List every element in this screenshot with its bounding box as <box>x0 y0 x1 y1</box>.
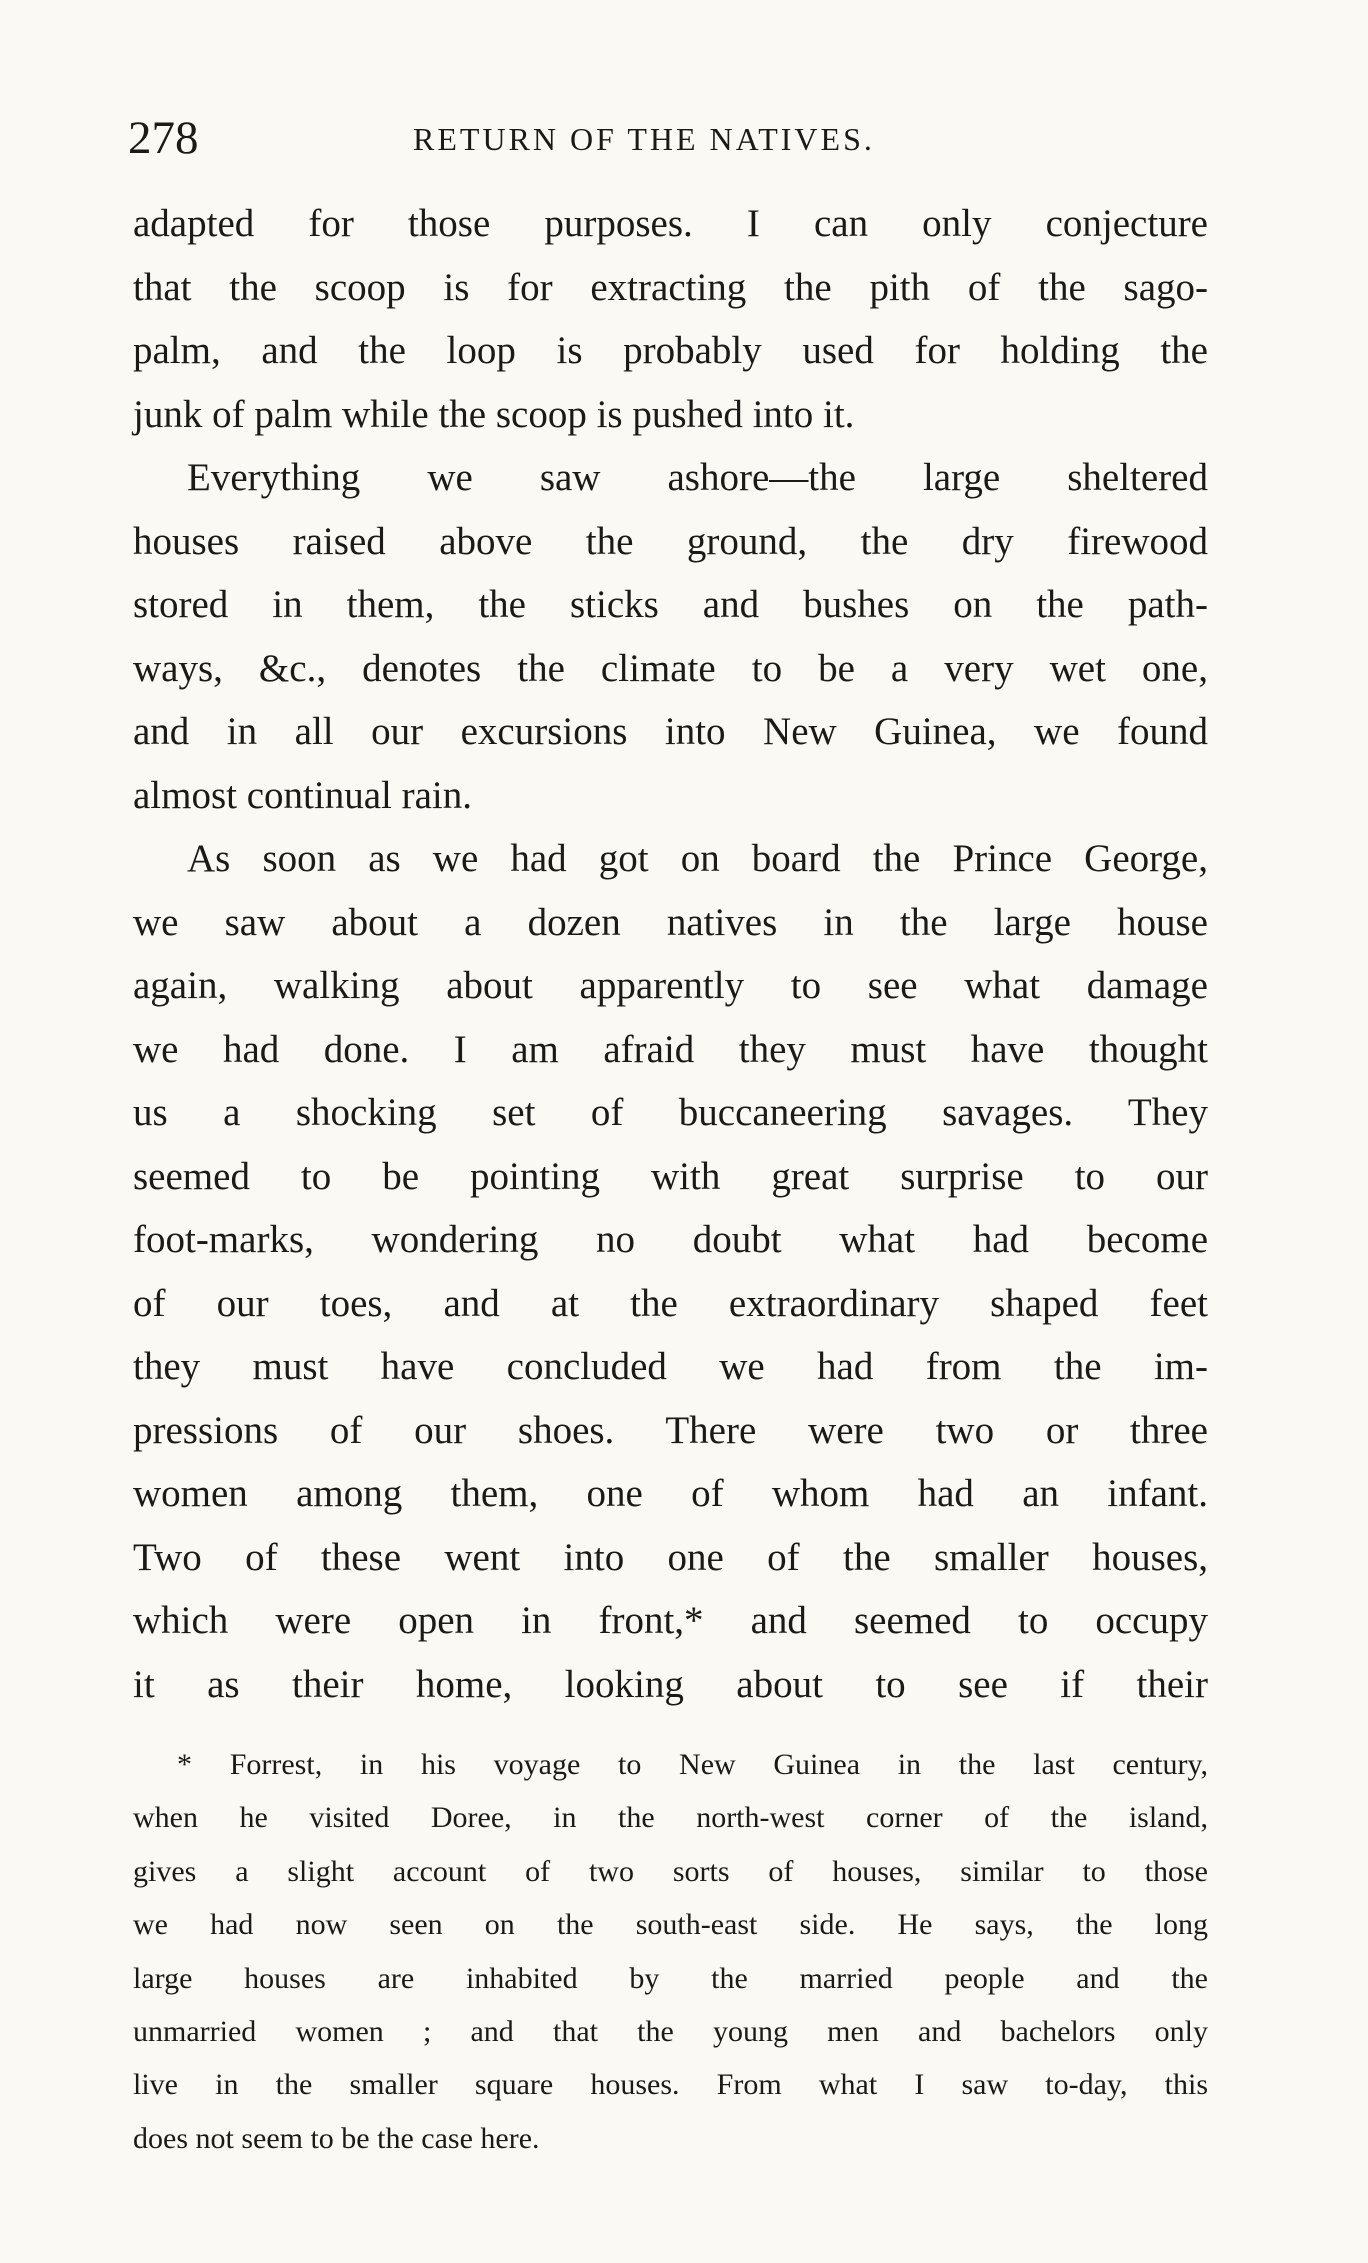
footnote <box>133 1738 1208 2165</box>
paragraph-start-line: Everything we saw ashore—the large sheltered <box>187 456 1208 499</box>
text-line: palm, and the loop is probably used for holding the <box>133 329 1208 372</box>
footnote-line: * Forrest, in his voyage to New Guinea in the last century, <box>177 1748 1208 1781</box>
text-line: women among them, one of whom had an infant. <box>133 1472 1208 1515</box>
text-line: Two of these went into one of the smaller houses, <box>133 1535 1208 1579</box>
footnote-line: does not seem to be the case here. <box>133 2121 540 2155</box>
text-line: ways, &c., denotes the climate to be a very wet one, <box>133 646 1208 690</box>
paragraph-start-line: As soon as we had got on board the Prince George, <box>187 837 1208 880</box>
text-line: again, walking about apparently to see what damage <box>133 964 1208 1007</box>
text-line: that the scoop is for extracting the pith of the sago- <box>133 265 1208 309</box>
text-line: stored in them, the sticks and bushes on the path- <box>133 583 1208 626</box>
text-line: we had done. I am afraid they must have thought <box>133 1027 1208 1071</box>
text-line: us a shocking set of buccaneering savages. They <box>133 1091 1208 1134</box>
text-line: foot-marks, wondering no doubt what had become <box>133 1218 1208 1261</box>
footnote-line: we had now seen on the south-east side. He says, the long <box>133 1908 1208 1942</box>
text-line: it as their home, looking about to see if their <box>133 1662 1208 1706</box>
running-title: RETURN OF THE NATIVES. <box>413 121 875 157</box>
page-number: 278 <box>128 112 199 164</box>
text-line: pressions of our shoes. There were two or three <box>133 1408 1208 1452</box>
footnote-line: large houses are inhabited by the married people and the <box>133 1961 1208 1995</box>
body-text <box>133 192 1208 1716</box>
text-line: seemed to be pointing with great surprise to our <box>133 1154 1208 1198</box>
footnote-line: live in the smaller square houses. From what I saw to-day, this <box>133 2068 1208 2102</box>
text-line: adapted for those purposes. I can only conjecture <box>133 202 1208 245</box>
footnote-line: gives a slight account of two sorts of houses, similar to those <box>133 1854 1208 1888</box>
text-line: and in all our excursions into New Guinea, we found <box>133 710 1208 753</box>
text-line: junk of palm while the scoop is pushed into it. <box>133 392 855 436</box>
text-line: we saw about a dozen natives in the large house <box>133 900 1208 944</box>
text-line: almost continual rain. <box>133 773 473 817</box>
text-line: of our toes, and at the extraordinary shaped feet <box>133 1281 1208 1325</box>
footnote-line: unmarried women ; and that the young men and bachelors only <box>133 2014 1208 2048</box>
running-head <box>128 108 1208 168</box>
text-line: houses raised above the ground, the dry firewood <box>133 519 1208 563</box>
footnote-line: when he visited Doree, in the north-west corner of the island, <box>133 1801 1208 1835</box>
text-line: they must have concluded we had from the im- <box>133 1345 1208 1388</box>
text-line: which were open in front,* and seemed to occupy <box>133 1599 1208 1642</box>
